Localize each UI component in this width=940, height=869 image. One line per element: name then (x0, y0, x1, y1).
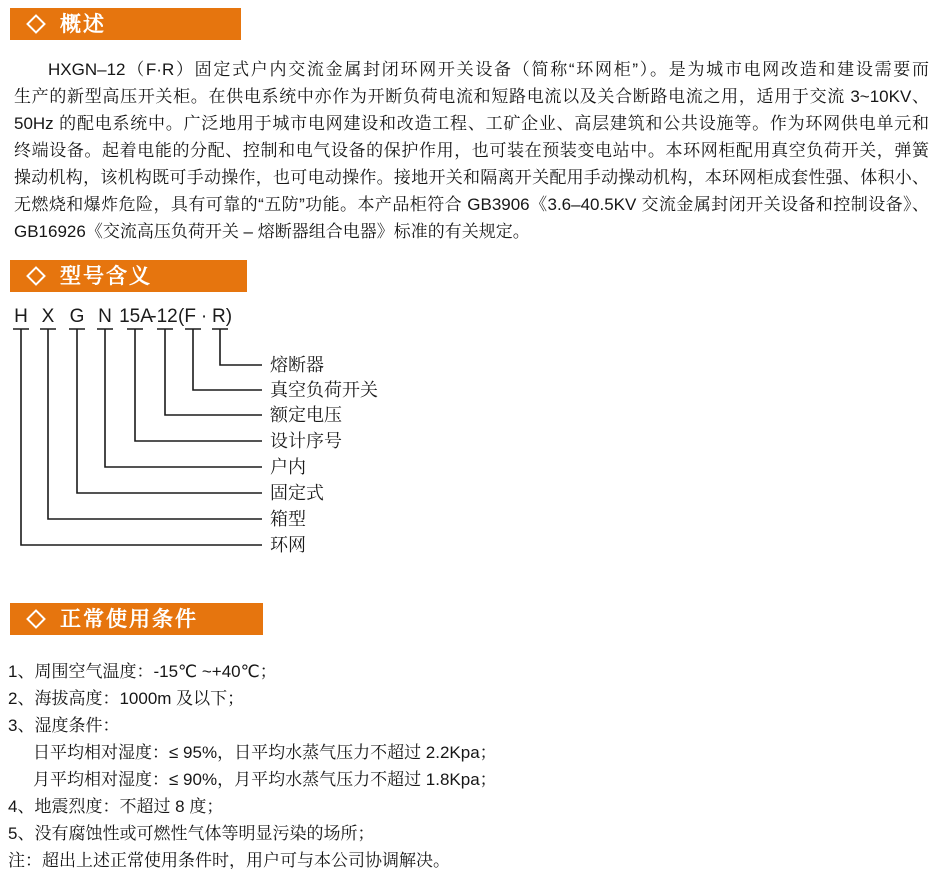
model-breakdown-diagram (0, 300, 940, 570)
condition-item: 2、海拔高度：1000m 及以下； (8, 689, 245, 708)
overview-text-line: HXGN–12（F·R）固定式户内交流金属封闭环网开关设备（简称“环网柜”）。是为城市电网改造和建设需要而 (48, 60, 929, 79)
condition-item: 3、湿度条件： (8, 716, 120, 735)
condition-item: 注：超出上述正常使用条件时，用户可与本公司协调解决。 (8, 851, 450, 869)
model-part-label: 环网 (270, 535, 306, 555)
model-segment: 15A (119, 306, 153, 327)
model-segment: R) (211, 306, 233, 327)
model-part-label: 额定电压 (270, 405, 342, 425)
section-header-overview (10, 8, 241, 40)
section-title: 型号含义 (60, 263, 152, 288)
condition-item: 日平均相对湿度：≤ 95%，日平均水蒸气压力不超过 2.2Kpa； (33, 743, 497, 762)
overview-text-line: 50Hz 的配电系统中。广泛地用于城市电网建设和改造工程、工矿企业、高层建筑和公共设施等。作为环网供电单元和 (14, 114, 929, 133)
condition-item: 1、周围空气温度：-15℃ ~+40℃； (8, 662, 277, 681)
conditions-list (8, 658, 932, 869)
section-header-model (10, 260, 247, 292)
model-connector-line (185, 329, 262, 390)
diamond-icon (26, 14, 46, 34)
model-connector-line (97, 329, 262, 467)
diamond-icon (26, 609, 46, 629)
model-part-label: 设计序号 (270, 431, 342, 451)
model-part-label: 箱型 (270, 509, 306, 529)
condition-item: 4、地震烈度：不超过 8 度； (8, 797, 224, 816)
model-connector-line (212, 329, 262, 365)
diamond-icon (26, 266, 46, 286)
model-connector-line (40, 329, 262, 519)
overview-text-line: 终端设备。起着电能的分配、控制和电气设备的保护作用，也可装在预装变电站中。本环网柜配用真空负荷开关，弹簧 (14, 141, 929, 160)
model-connector-line (157, 329, 262, 415)
model-part-label: 户内 (270, 457, 306, 477)
model-part-label: 真空负荷开关 (270, 380, 378, 400)
overview-paragraph (14, 56, 929, 245)
overview-text-line: 操动机构，该机构既可手动操作，也可电动操作。接地开关和隔离开关配用手动操动机构，本环网柜成套性强、体积小、 (14, 168, 929, 187)
section-header-conditions (10, 603, 263, 635)
model-part-label: 熔断器 (270, 355, 324, 375)
model-segment: X (41, 306, 55, 327)
model-segment-separator: · (200, 306, 208, 327)
section-title: 概述 (60, 11, 106, 36)
section-title: 正常使用条件 (60, 606, 198, 631)
model-connector-line (127, 329, 262, 441)
condition-item: 月平均相对湿度：≤ 90%，月平均水蒸气压力不超过 1.8Kpa； (33, 770, 497, 789)
overview-text-line: GB16926《交流高压负荷开关 – 熔断器组合电器》标准的有关规定。 (14, 222, 530, 241)
model-segment: G (69, 306, 85, 327)
condition-item: 5、没有腐蚀性或可燃性气体等明显污染的场所； (8, 824, 375, 843)
model-part-label: 固定式 (270, 483, 324, 503)
model-segment: N (98, 306, 112, 327)
overview-text-line: 无燃烧和爆炸危险，具有可靠的“五防”功能。本产品柜符合 GB3906《3.6–40.5KV 交流金属封闭开关设备和控制设备》、 (14, 195, 929, 214)
model-connector-line (13, 329, 262, 545)
model-segment: -12 (150, 306, 178, 327)
model-segment: (F (178, 306, 196, 327)
model-segment: H (14, 306, 28, 327)
overview-text-line: 生产的新型高压开关柜。在供电系统中亦作为开断负荷电流和短路电流以及关合断路电流之用，适用于交流 3~10KV、 (14, 87, 929, 106)
